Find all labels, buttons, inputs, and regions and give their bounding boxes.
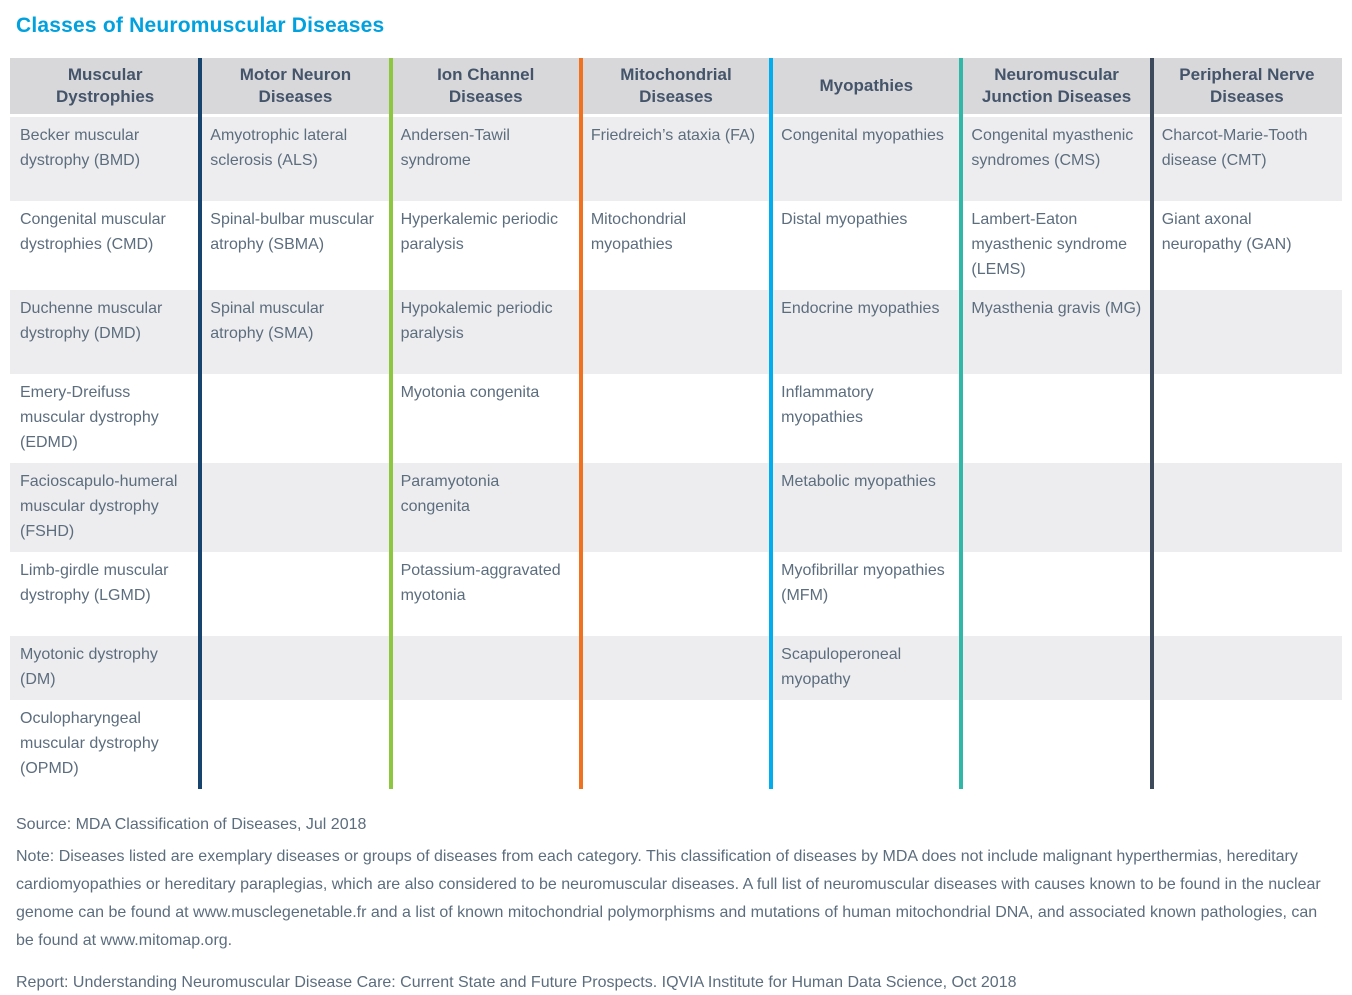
table-cell: Giant axonal neuropathy (GAN) [1161, 211, 1292, 253]
column-divider [579, 58, 583, 789]
column-divider [1150, 58, 1154, 789]
table-cell [1152, 290, 1342, 374]
table-cell: Emery-Dreifuss muscular dystrophy (EDMD) [20, 384, 159, 451]
table-cell: Becker muscular dystrophy (BMD) [20, 127, 141, 169]
table-row [10, 463, 1342, 552]
table-cell: Scapuloperoneal myopathy [781, 646, 902, 688]
column-divider [959, 58, 963, 789]
table-cell: Oculopharyngeal muscular dystrophy (OPMD) [20, 710, 159, 777]
table-cell: Paramyotonia congenita [400, 473, 500, 515]
report-citation: Report: Understanding Neuromuscular Disease Care: Current State and Future Prospects. IQVIA Institute for Human Data Science, Oct 2018 [16, 974, 1017, 991]
table-cell [1152, 463, 1342, 552]
table-cell: Distal myopathies [781, 211, 908, 228]
table-cell: Hyperkalemic periodic paralysis [400, 211, 558, 253]
table-row [10, 552, 1342, 636]
table-cell [391, 700, 581, 789]
table-cell [581, 463, 771, 552]
column-header-muscular-dystrophies: Muscular Dystrophies [56, 65, 155, 106]
table-row [10, 117, 1342, 201]
table-row [10, 700, 1342, 789]
table-cell [200, 463, 390, 552]
table-cell: Potassium-aggravated myotonia [400, 562, 561, 604]
table-cell [961, 463, 1151, 552]
table-cell: Spinal muscular atrophy (SMA) [210, 300, 325, 342]
table-cell [1152, 636, 1342, 700]
column-header-myopathies: Myopathies [819, 76, 914, 95]
column-header-ion-channel-diseases: Ion Channel Diseases [437, 65, 535, 106]
table-cell: Congenital myopathies [781, 127, 944, 144]
table-cell: Congenital myasthenic syndromes (CMS) [971, 127, 1134, 169]
table-cell [581, 374, 771, 463]
column-header-neuromuscular-junction-diseases: Neuromuscular Junction Diseases [981, 65, 1132, 106]
table-cell [581, 700, 771, 789]
figure-footer [16, 813, 1336, 995]
table-cell: Spinal-bulbar muscular atrophy (SBMA) [210, 211, 374, 253]
table-cell [771, 700, 961, 789]
table-cell: Myasthenia gravis (MG) [971, 300, 1142, 317]
table-cell [1152, 700, 1342, 789]
table-cell [581, 552, 771, 636]
column-divider [769, 58, 773, 789]
table-row [10, 636, 1342, 700]
column-header-peripheral-nerve-diseases: Peripheral Nerve Diseases [1179, 65, 1315, 106]
table-row [10, 374, 1342, 463]
table-cell: Andersen-Tawil syndrome [400, 127, 510, 169]
table-cell [391, 636, 581, 700]
table-cell [961, 552, 1151, 636]
table-row [10, 201, 1342, 290]
table-cell: Lambert-Eaton myasthenic syndrome (LEMS) [971, 211, 1128, 278]
table-row [10, 290, 1342, 374]
table-cell [200, 636, 390, 700]
table-cell [200, 700, 390, 789]
table-cell: Hypokalemic periodic paralysis [400, 300, 553, 342]
table-cell [961, 374, 1151, 463]
column-divider [389, 58, 393, 789]
table-cell: Limb-girdle muscular dystrophy (LGMD) [20, 562, 169, 604]
table-cell: Congenital muscular dystrophies (CMD) [20, 211, 166, 253]
page-title: Classes of Neuromuscular Diseases [16, 14, 385, 37]
table-cell [1152, 552, 1342, 636]
table-cell [961, 636, 1151, 700]
table-cell [200, 374, 390, 463]
table-cell: Charcot-Marie-Tooth disease (CMT) [1161, 127, 1308, 169]
table-cell: Facioscapulo-humeral muscular dystrophy (FSHD) [20, 473, 178, 540]
table-cell: Myotonic dystrophy (DM) [20, 646, 158, 688]
column-header-motor-neuron-diseases: Motor Neuron Diseases [239, 65, 352, 106]
table-cell: Metabolic myopathies [781, 473, 936, 490]
table-cell [961, 700, 1151, 789]
table-cell: Myofibrillar myopathies (MFM) [781, 562, 945, 604]
column-header-mitochondrial-diseases: Mitochondrial Diseases [620, 65, 732, 106]
table-cell: Duchenne muscular dystrophy (DMD) [20, 300, 163, 342]
table-cell [581, 636, 771, 700]
table-cell: Myotonia congenita [400, 384, 540, 401]
source-note: Source: MDA Classification of Diseases, Jul 2018 [16, 816, 367, 833]
table-cell [200, 552, 390, 636]
table-cell: Endocrine myopathies [781, 300, 940, 317]
disease-classes-table [10, 58, 1342, 789]
table-header-row [10, 58, 1342, 114]
table-cell [1152, 374, 1342, 463]
table-cell [581, 290, 771, 374]
column-divider [198, 58, 202, 789]
footnote: Note: Diseases listed are exemplary diseases or groups of diseases from each category. This classification of diseases by MDA does not include malignant hyperthermias, hereditary cardiomyopathies or hereditary paraplegias, which are also considered to be neuromuscular diseases. A full list of neuromuscular diseases with causes known to be found in the nuclear genome can be found at www.musclegenetable.fr and a list of known mitochondrial polymorphisms and mutations of human mitochondrial DNA, and associated known pathologies, can be found at www.mitomap.org. [16, 848, 1321, 949]
table-cell: Friedreich’s ataxia (FA) [590, 127, 756, 144]
table-cell: Mitochondrial myopathies [590, 211, 686, 253]
table-cell: Amyotrophic lateral sclerosis (ALS) [210, 127, 348, 169]
table-cell: Inflammatory myopathies [781, 384, 874, 426]
